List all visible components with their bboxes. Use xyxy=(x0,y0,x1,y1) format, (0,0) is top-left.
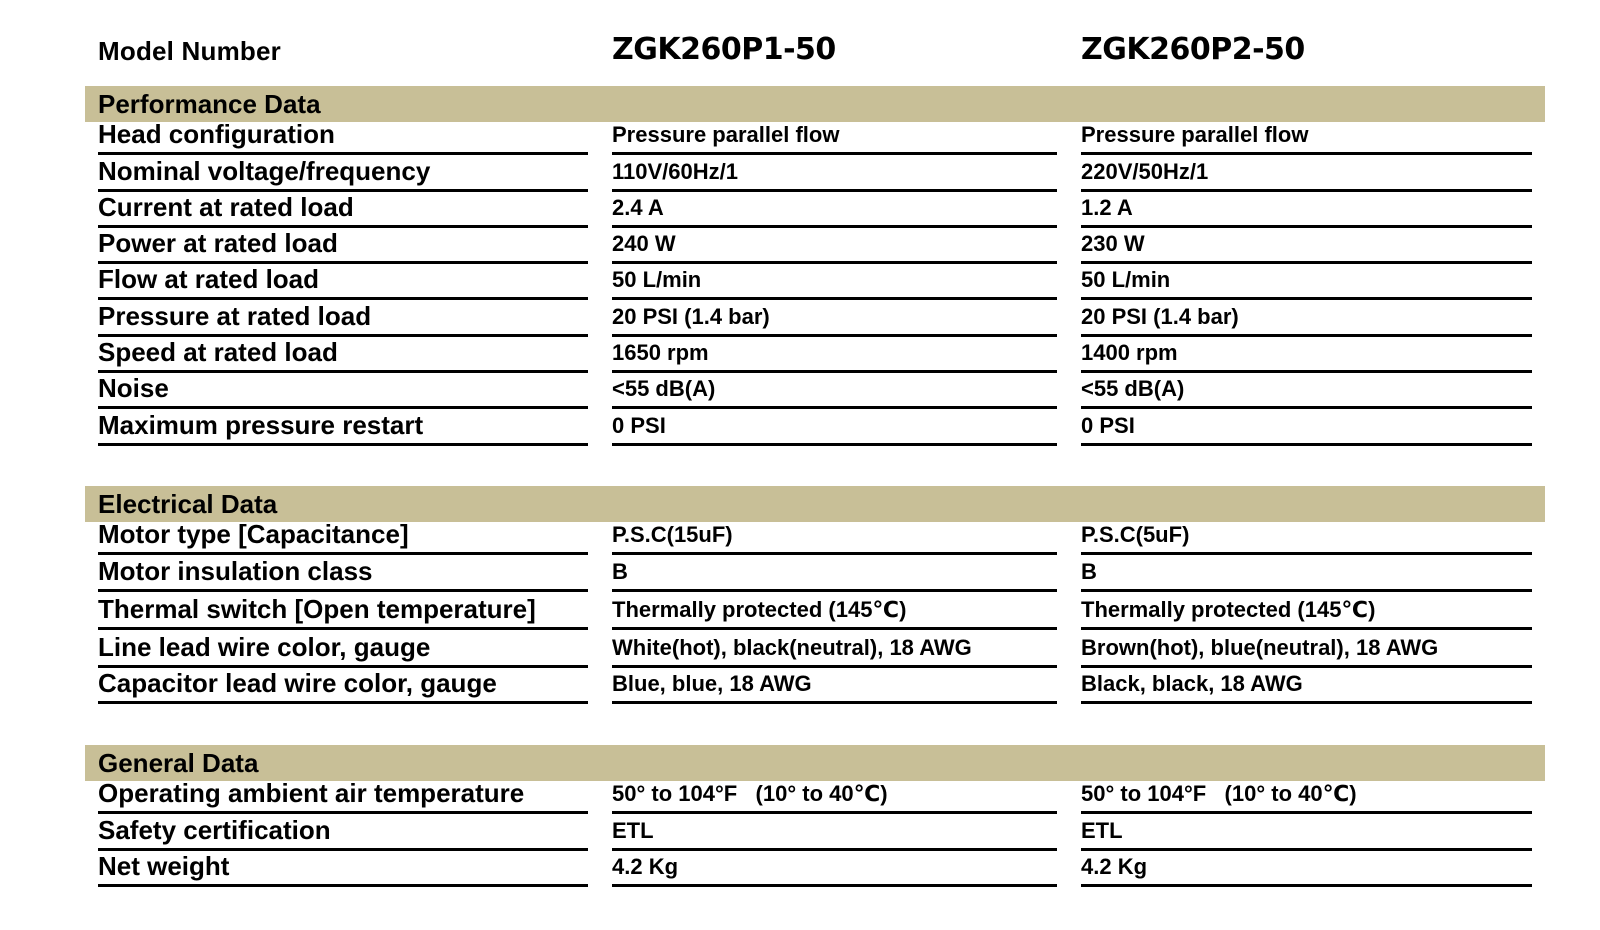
spec-value-model-2: Pressure parallel flow xyxy=(1081,125,1532,155)
spec-label: Motor type [Capacitance] xyxy=(98,525,588,555)
table-row xyxy=(0,264,1600,303)
spec-value-model-1: 50 L/min xyxy=(612,270,1057,300)
table-row xyxy=(0,850,1600,890)
model-number-header xyxy=(0,32,1600,72)
table-row xyxy=(0,119,1600,158)
spec-rows xyxy=(0,519,1600,707)
spec-value-model-2: ETL xyxy=(1081,821,1532,851)
table-row xyxy=(0,300,1600,339)
spec-rows xyxy=(0,778,1600,890)
spec-value-model-2: 50 L/min xyxy=(1081,270,1532,300)
spec-value-model-1: Thermally protected (145℃) xyxy=(612,600,1057,630)
spec-value-model-1: P.S.C(15uF) xyxy=(612,525,1057,555)
table-row xyxy=(0,191,1600,231)
spec-value-model-1: <55 dB(A) xyxy=(612,379,1057,409)
table-row xyxy=(0,409,1600,448)
spec-label: Flow at rated load xyxy=(98,270,588,300)
table-row xyxy=(0,555,1600,594)
table-row xyxy=(0,633,1600,671)
spec-value-model-2: Thermally protected (145℃) xyxy=(1081,600,1532,630)
spec-value-model-1: 0 PSI xyxy=(612,416,1057,446)
spec-value-model-2: 230 W xyxy=(1081,234,1532,264)
spec-value-model-2: 220V/50Hz/1 xyxy=(1081,162,1532,192)
spec-label: Line lead wire color, gauge xyxy=(98,638,588,668)
spec-label: Net weight xyxy=(98,857,588,887)
spec-value-model-1: B xyxy=(612,562,1057,592)
spec-label: Head configuration xyxy=(98,125,588,155)
spec-value-model-1: Pressure parallel flow xyxy=(612,125,1057,155)
spec-label: Operating ambient air temperature xyxy=(98,784,588,814)
model-column-2-title: ZGK260P2-50 xyxy=(1081,32,1305,67)
spec-value-model-1: 20 PSI (1.4 bar) xyxy=(612,307,1057,337)
spec-value-model-1: 4.2 Kg xyxy=(612,857,1057,887)
spec-label: Noise xyxy=(98,379,588,409)
section-title: Performance Data xyxy=(98,89,321,119)
spec-value-model-1: Blue, blue, 18 AWG xyxy=(612,674,1057,704)
spec-value-model-2: 1400 rpm xyxy=(1081,343,1532,373)
spec-label: Motor insulation class xyxy=(98,562,588,592)
spec-value-model-2: 20 PSI (1.4 bar) xyxy=(1081,307,1532,337)
spec-label: Speed at rated load xyxy=(98,343,588,373)
spec-value-model-2: B xyxy=(1081,562,1532,592)
spec-value-model-2: <55 dB(A) xyxy=(1081,379,1532,409)
spec-value-model-1: 110V/60Hz/1 xyxy=(612,162,1057,192)
spec-value-model-1: ETL xyxy=(612,821,1057,851)
model-number-label: Model Number xyxy=(98,36,281,66)
spec-label: Thermal switch [Open temperature] xyxy=(98,600,588,630)
spec-value-model-1: 240 W xyxy=(612,234,1057,264)
table-row xyxy=(0,228,1600,267)
section-title: General Data xyxy=(98,748,259,778)
spec-label: Safety certification xyxy=(98,821,588,851)
spec-value-model-2: Black, black, 18 AWG xyxy=(1081,674,1532,704)
spec-label: Pressure at rated load xyxy=(98,307,588,337)
spec-label: Maximum pressure restart xyxy=(98,416,588,446)
spec-value-model-2: 4.2 Kg xyxy=(1081,857,1532,887)
section-header-bar xyxy=(85,486,1545,522)
spec-value-model-1: 50° to 104°F (10° to 40℃) xyxy=(612,784,1057,814)
table-row xyxy=(0,519,1600,558)
table-row xyxy=(0,778,1600,817)
spec-rows xyxy=(0,119,1600,449)
spec-value-model-2: 1.2 A xyxy=(1081,198,1532,228)
table-row xyxy=(0,155,1600,194)
spec-label: Power at rated load xyxy=(98,234,588,264)
spec-label: Nominal voltage/frequency xyxy=(98,162,588,192)
table-row xyxy=(0,814,1600,853)
spec-value-model-1: White(hot), black(neutral), 18 AWG xyxy=(612,638,1057,668)
table-row xyxy=(0,373,1600,412)
spec-value-model-2: 0 PSI xyxy=(1081,416,1532,446)
table-row xyxy=(0,595,1600,633)
spec-value-model-2: 50° to 104°F (10° to 40℃) xyxy=(1081,784,1532,814)
spec-value-model-1: 2.4 A xyxy=(612,198,1057,228)
spec-label: Capacitor lead wire color, gauge xyxy=(98,674,588,704)
table-row xyxy=(0,667,1600,707)
spec-value-model-1: 1650 rpm xyxy=(612,343,1057,373)
spec-value-model-2: Brown(hot), blue(neutral), 18 AWG xyxy=(1081,638,1532,668)
model-column-1-title: ZGK260P1-50 xyxy=(612,32,836,67)
section-header-bar xyxy=(85,745,1545,781)
section-title: Electrical Data xyxy=(98,489,278,519)
table-row xyxy=(0,337,1600,376)
section-header-bar xyxy=(85,86,1545,122)
spec-label: Current at rated load xyxy=(98,198,588,228)
spec-value-model-2: P.S.C(5uF) xyxy=(1081,525,1532,555)
